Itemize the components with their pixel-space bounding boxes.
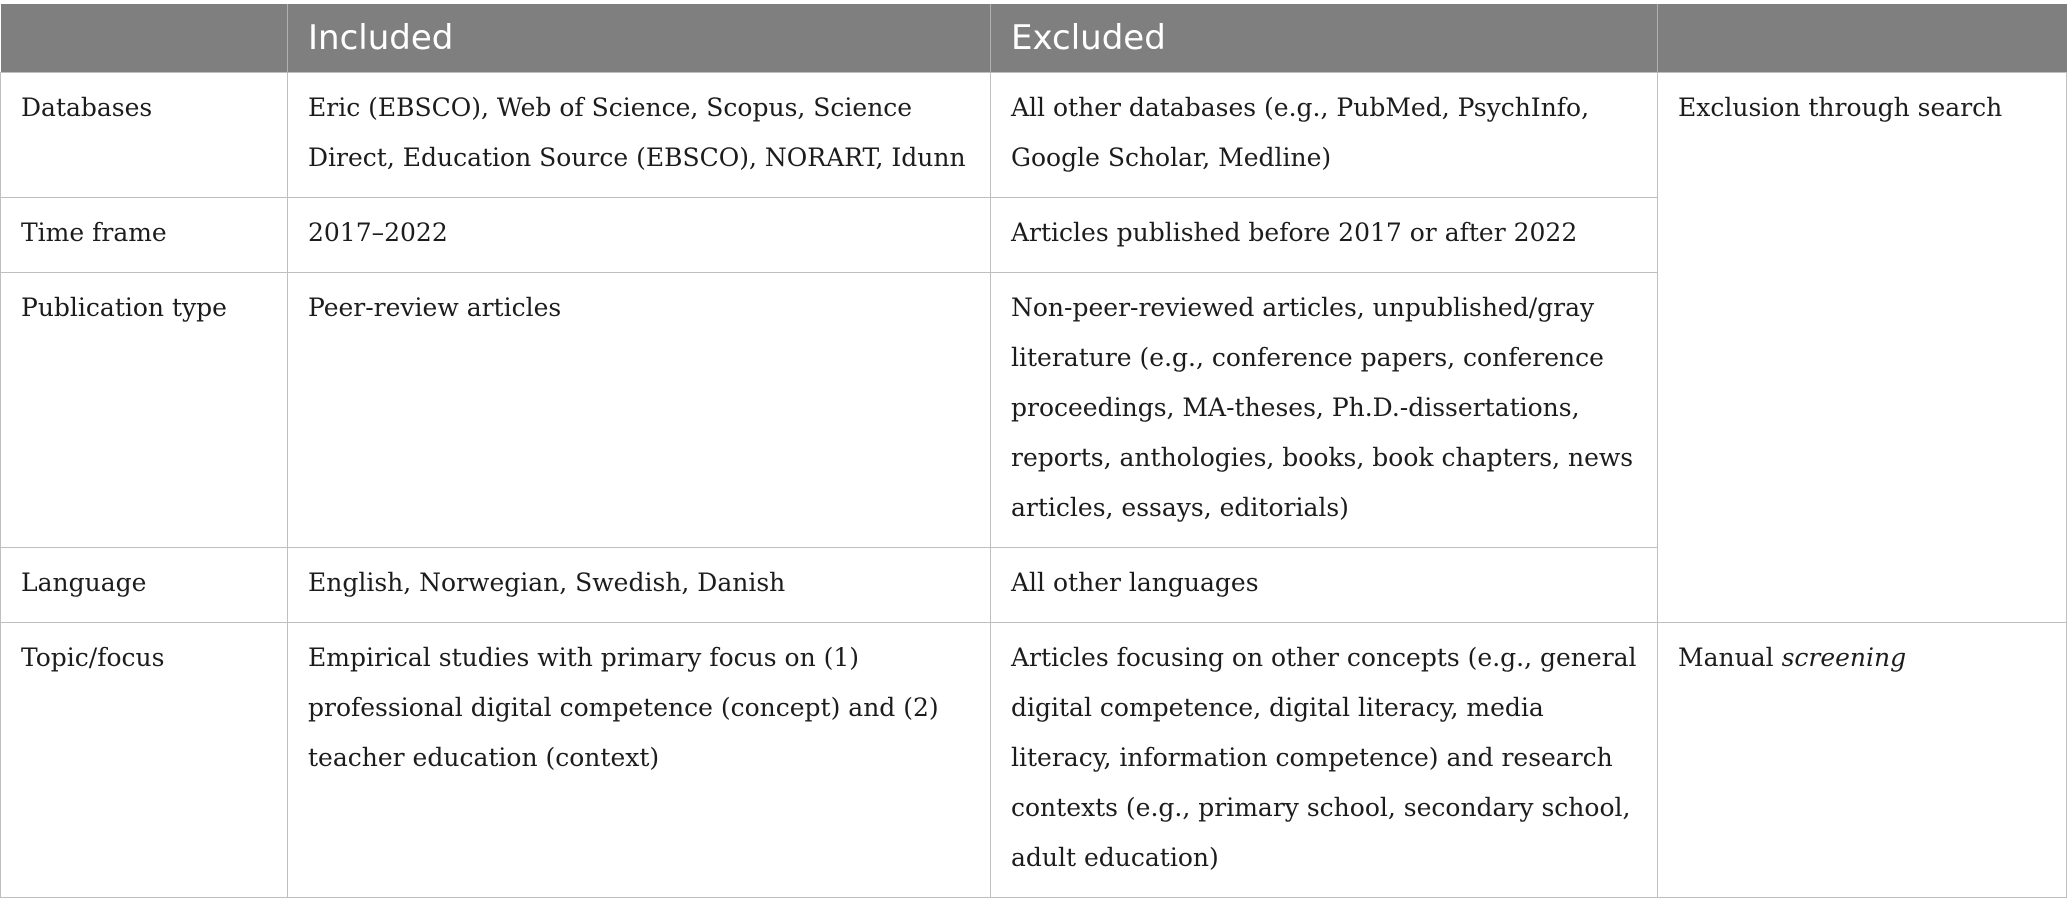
inclusion-exclusion-table [0,4,2067,898]
header-excluded: Excluded [991,4,1658,73]
included-cell: Peer-review articles [288,273,991,548]
excluded-cell: All other databases (e.g., PubMed, PsychInfo, Google Scholar, Medline) [991,73,1658,198]
header-row [1,4,2067,73]
header-included: Included [288,4,991,73]
included-cell: 2017–2022 [288,198,991,273]
row-label: Databases [1,73,288,198]
table-row [1,623,2067,898]
excluded-cell: Articles published before 2017 or after 2022 [991,198,1658,273]
method-cell-manual [1658,623,2067,898]
method-cell-search: Exclusion through search [1658,73,2067,623]
header-criterion [1,4,288,73]
row-label: Language [1,548,288,623]
table-row [1,73,2067,198]
excluded-cell: Non-peer-reviewed articles, unpublished/gray literature (e.g., conference papers, conference proceedings, MA-theses, Ph.D.-dissertations, reports, anthologies, books, book chapters, news articles, essays, editorials) [991,273,1658,548]
included-cell: Empirical studies with primary focus on (1) professional digital competence (concept) and (2) teacher education (context) [288,623,991,898]
method-manual-prefix: Manual [1678,643,1774,672]
row-label: Topic/focus [1,623,288,898]
excluded-cell: All other languages [991,548,1658,623]
excluded-cell: Articles focusing on other concepts (e.g., general digital competence, digital literacy, media literacy, information competence) and research contexts (e.g., primary school, secondary school, adult education) [991,623,1658,898]
method-manual-emphasis: screening [1781,643,1907,672]
included-cell: Eric (EBSCO), Web of Science, Scopus, Science Direct, Education Source (EBSCO), NORART, Idunn [288,73,991,198]
row-label: Publication type [1,273,288,548]
header-method [1658,4,2067,73]
row-label: Time frame [1,198,288,273]
included-cell: English, Norwegian, Swedish, Danish [288,548,991,623]
